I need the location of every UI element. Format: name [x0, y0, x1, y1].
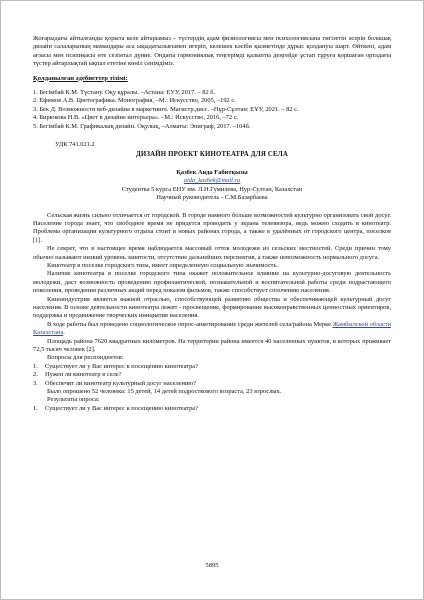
body-paragraph: Киноиндустрия является важной отраслью, способствующей развитию общества и обеспечивающей культурный досуг населения. В основе деятельности кинотеатра лежит - просвещение, формирование высоконравственных ценностных ориентиров, поддержка и продвижение творческих инициатив населения.	[33, 295, 391, 320]
question-item	[33, 371, 391, 379]
question-text: Обеспечит ли кинотеатр культурный досуг населению?	[45, 379, 196, 387]
page-number: 5895	[205, 562, 219, 569]
survey-text: В ходе работы был проведено социологическое опрос-анкетирование среди жителей села/района Мерке	[47, 320, 333, 328]
question-item	[33, 380, 391, 388]
article-title: ДИЗАЙН ПРОЕКТ КИНОТЕАТРА ДЛЯ СЕЛА	[136, 151, 288, 159]
question-number: 2.	[33, 371, 38, 379]
region-link[interactable]: Жамбылской области	[332, 320, 391, 328]
body-paragraph: Не секрет, что в настоящее время наблюдается массовый отток молодежи из сельских местностей. Среди причин тому обычно называют низкий уровень занятости, отсутствие дальнейших перспектив, а также невозможность нормального досуга.	[33, 245, 391, 261]
respondents-paragraph: Было опрошено 52 человека: 15 детей, 14 детей подросткового возраста, 23 взрослых.	[47, 388, 282, 396]
references-title: Қолданылған әдебиеттер тізімі:	[33, 74, 128, 82]
intro-paragraph: Жоғарыдағы айтылғанды қорыта келе айтарымыз – түстердің адам физиологиясы мен психологиясына тигізетін әсерін болашақ дизайн салаларының мамандары аса ықыдатылығымен игеріп, келешек кәсіби қызметінде дұрыс қолдануы шарт. Өйткені, адам ағзасы мен психикасы өте сезімтал дүние. Ондағы гармониялық теңгерімді қалыпты деңгейде ұстап тұруға қоршаған ортадағы түстер айтарлықтай ықпал ететіне көніл сенімдіміз.	[33, 35, 391, 68]
question-text: Нужен ли кинотеатр в селе?	[45, 371, 122, 379]
references-list	[33, 89, 391, 131]
result-item	[33, 405, 391, 413]
reference-item: 4. Бирюкова Н.В. «Цвет в дизайне интерьера». –М.: Искусство, 2016, –72 с.	[33, 114, 239, 122]
question-item	[33, 363, 391, 371]
results-list	[33, 405, 391, 413]
reference-item: 2. Ефимов А.В. Цветографика. Монография, –М.: Искусство, 2005, –192 с.	[33, 97, 236, 105]
country-link[interactable]: Казахстана	[33, 329, 64, 337]
author-affiliation: Студентка 5 курса ЕНУ им. Л.Н.Гумилева, Нур-Султан, Казахстан	[121, 185, 303, 193]
question-number: 1.	[33, 362, 38, 370]
result-number: 1.	[33, 404, 38, 412]
question-text: Существует ли у Вас интерес к посещению кинотеатра?	[45, 362, 198, 370]
reference-item: 1. Бегімбай К.М. Түстану. Оқу құралы. –Астана: ЕУУ, 2017. – 82 б.	[33, 89, 216, 97]
results-title: Результаты опроса:	[47, 396, 100, 404]
body-paragraph: Сельская жизнь сильно отличается от городской. В городе намного больше возможностей культурно организовать свой досуг. Население города знает, что свободное время не придется проводить у экрана телевизора, ведь можно сходить в кинотеатр. Проблема организации культурного отдыха стоит в новых районах города, а также в удалённых от городского центра, поселков [1].	[33, 211, 391, 244]
survey-paragraph: В ходе работы был проведено социологическое опрос-анкетирование среди жителей села/района Мерке Жамбылской области Казахстана.	[33, 320, 391, 337]
author-name: Қазбек Аида Ғабитқызы	[176, 168, 248, 176]
result-text: Существует ли у Вас интерес к посещению кинотеатра?	[45, 404, 198, 412]
reference-item: 3. Бек Д. Возможности веб-дизайна в маркетинге. Магистр.дисс. –Нұр-Сұлтан: ЕҰУ, 2021. – 82 с.	[33, 105, 299, 113]
scientific-supervisor: Научный руководитель - С.М.Базарбаева	[156, 194, 268, 202]
author-email-link[interactable]: aida_kazbek@mail.ru	[183, 177, 241, 185]
body-paragraph: Наличие кинотеатра в поселке городского типа окажет положительное влияние на культурно-досуговую деятельность молодежи, даст возможность проведению профилактической, познавательной и воспитательной работы среди подрастающего поколения, проведения различных акций перед показом фильмов, также способствует сплочению населения.	[33, 270, 391, 295]
question-number: 3.	[33, 379, 38, 387]
udk-code: УДК 741.021.2	[55, 141, 95, 149]
body-paragraph: Кинотеатр в поселке городского типа, имеет определенную социальную значимость.	[47, 261, 278, 269]
questions-intro: Вопросы для респондентов:	[47, 354, 124, 362]
questions-list	[33, 363, 391, 388]
reference-item: 5. Бегімбай К.М. Графикалық дизайн. Оқулық, –Алматы: Эпиграф, 2017. –104б.	[33, 122, 251, 130]
area-paragraph: Площадь района 7620 квадратных километров. На территории района имеется 40 населенных пунктов, в которых проживает 72,5 тысяч человек [2].	[33, 337, 391, 353]
